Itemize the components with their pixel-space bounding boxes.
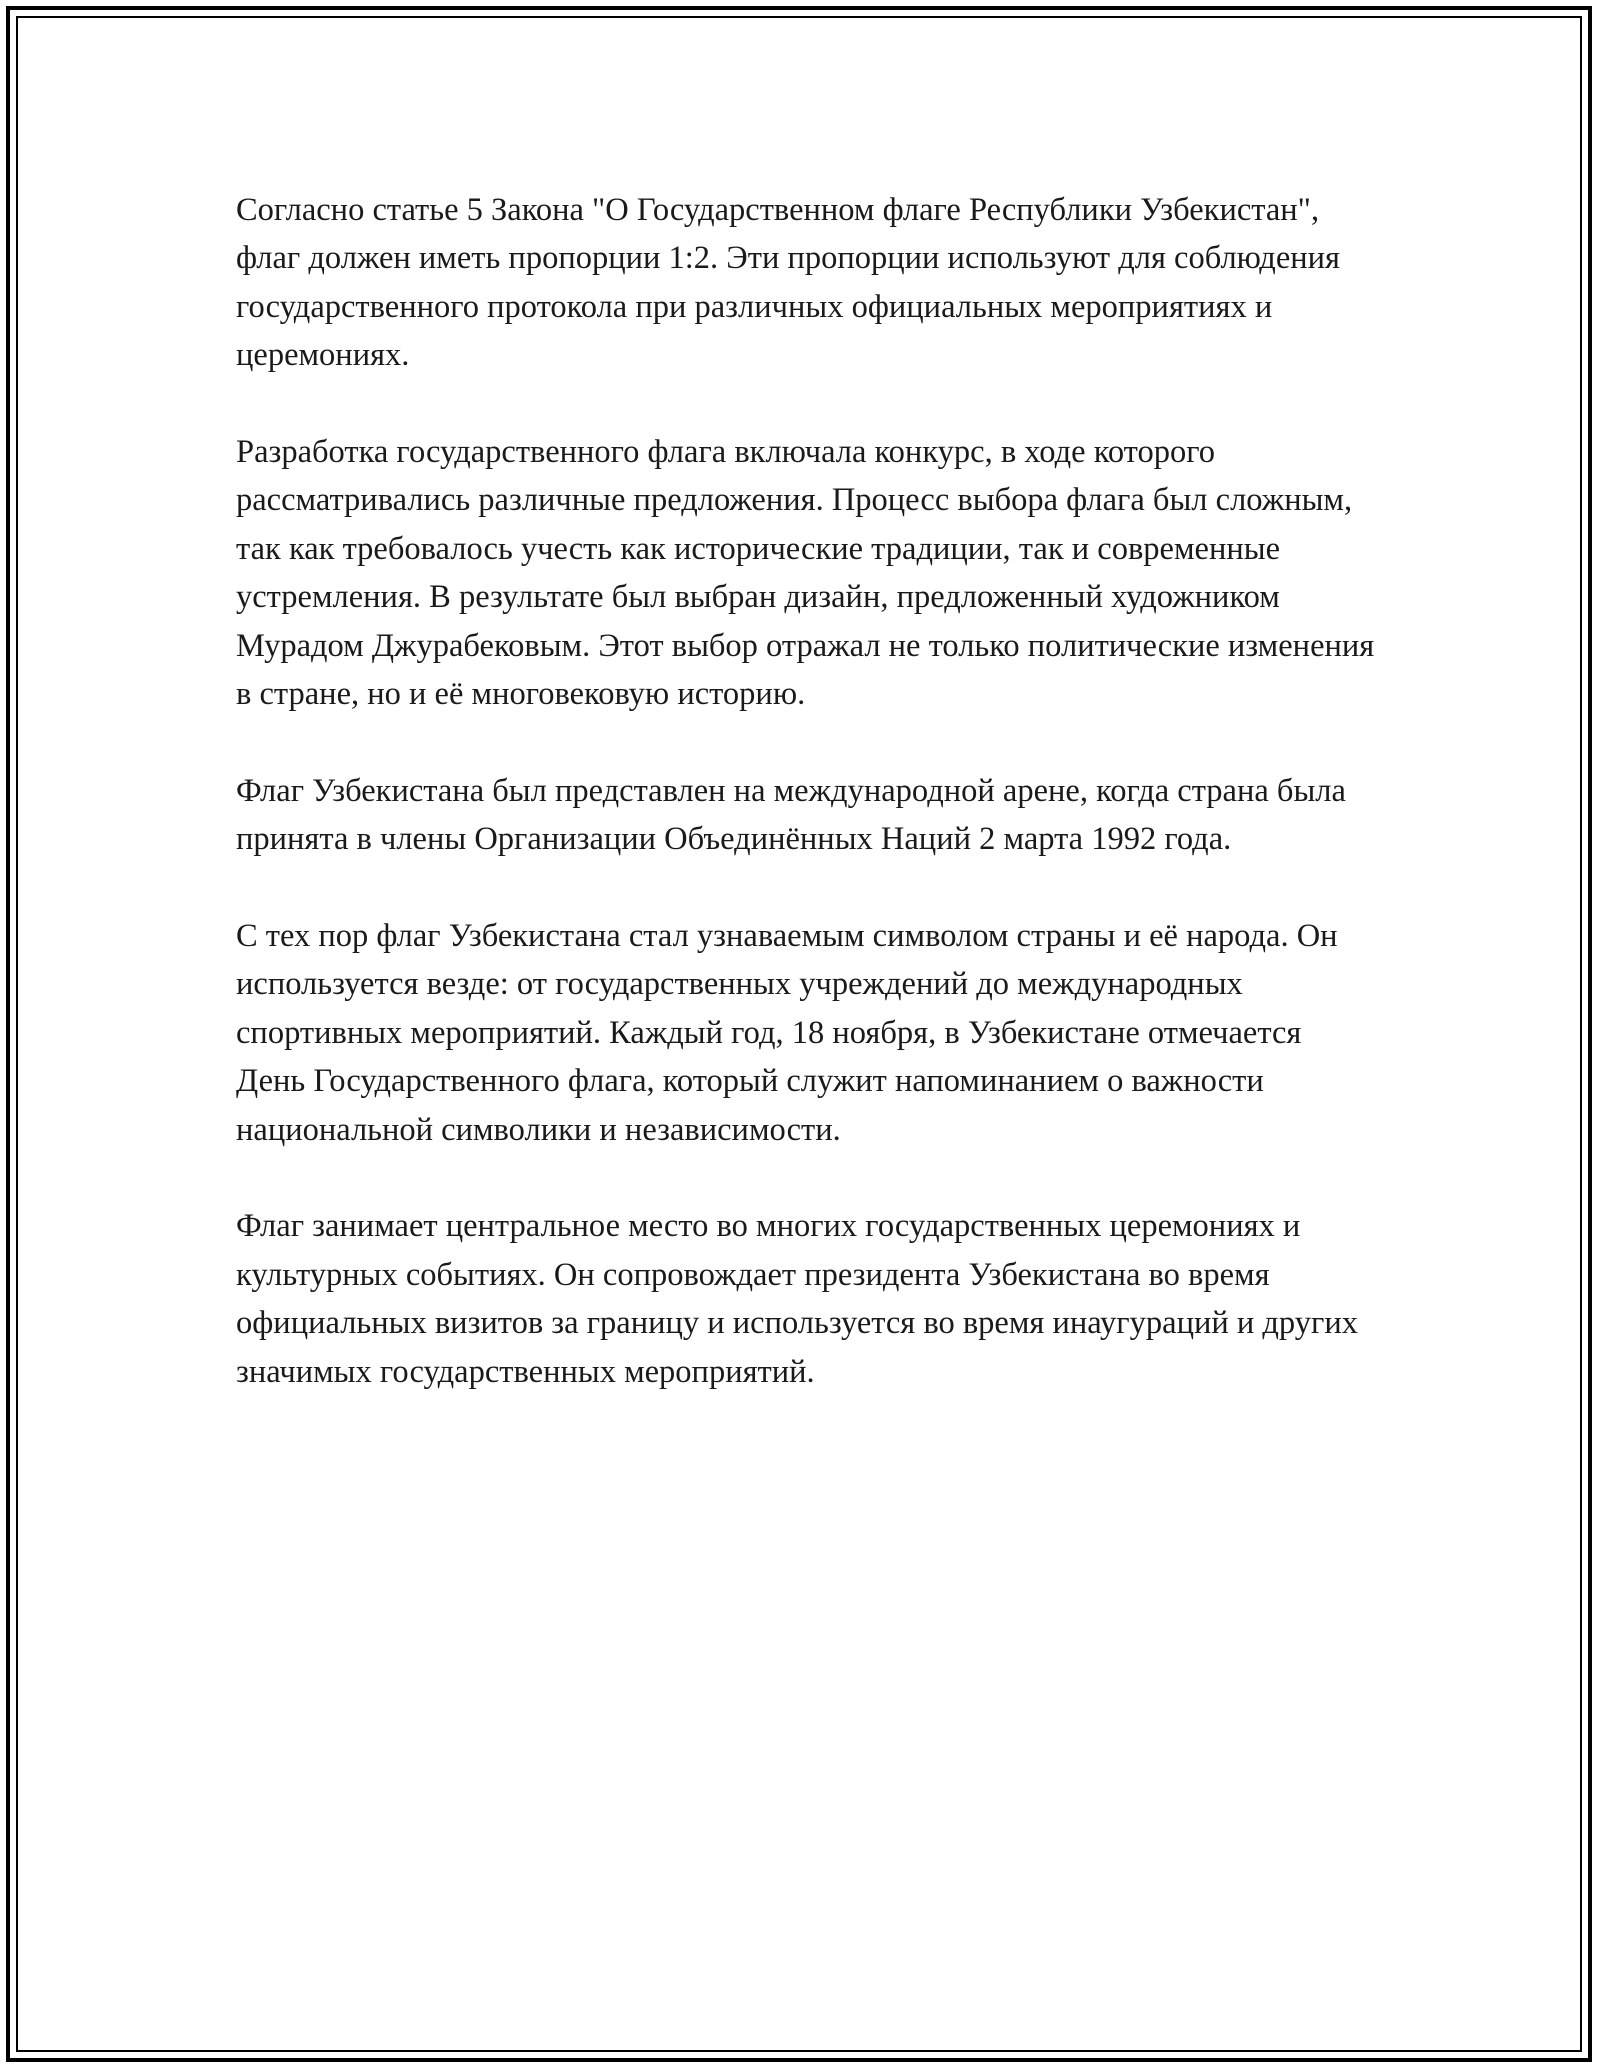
paragraph: Флаг Узбекистана был представлен на международной арене, когда страна была принята в члены Организации Объединённых Наций 2 марта 1992 года. bbox=[236, 772, 1346, 858]
paragraph: С тех пор флаг Узбекистана стал узнаваемым символом страны и её народа. Он используется везде: от государственных учреждений до международных спортивных мероприятий. Каждый год, 18 ноября, в Узбекистане отмечается День Государственного флага, который служит напоминанием о важности национальной символики и независимости. bbox=[236, 918, 1338, 1148]
paragraph: Разработка государственного флага включала конкурс, в ходе которого рассматривались различные предложения. Процесс выбора флага был сложным, так как требовалось учесть как исторические традиции, так и современные устремления. В результате был выбран дизайн, предложенный художником Мурадом Джурабековым. Этот выбор отражал не только политические изменения в стране, но и её многовековую историю. bbox=[236, 434, 1375, 713]
paragraph: Согласно статье 5 Закона "О Государственном флаге Республики Узбекистан", флаг должен иметь пропорции 1:2. Эти пропорции используют для соблюдения государственного протокола при различных официальных мероприятиях и церемониях. bbox=[236, 192, 1340, 374]
document-body bbox=[236, 186, 1376, 1396]
paragraph: Флаг занимает центральное место во многих государственных церемониях и культурных событиях. Он сопровождает президента Узбекистана во время официальных визитов за границу и используется во время инаугураций и других значимых государственных мероприятий. bbox=[236, 1208, 1358, 1390]
